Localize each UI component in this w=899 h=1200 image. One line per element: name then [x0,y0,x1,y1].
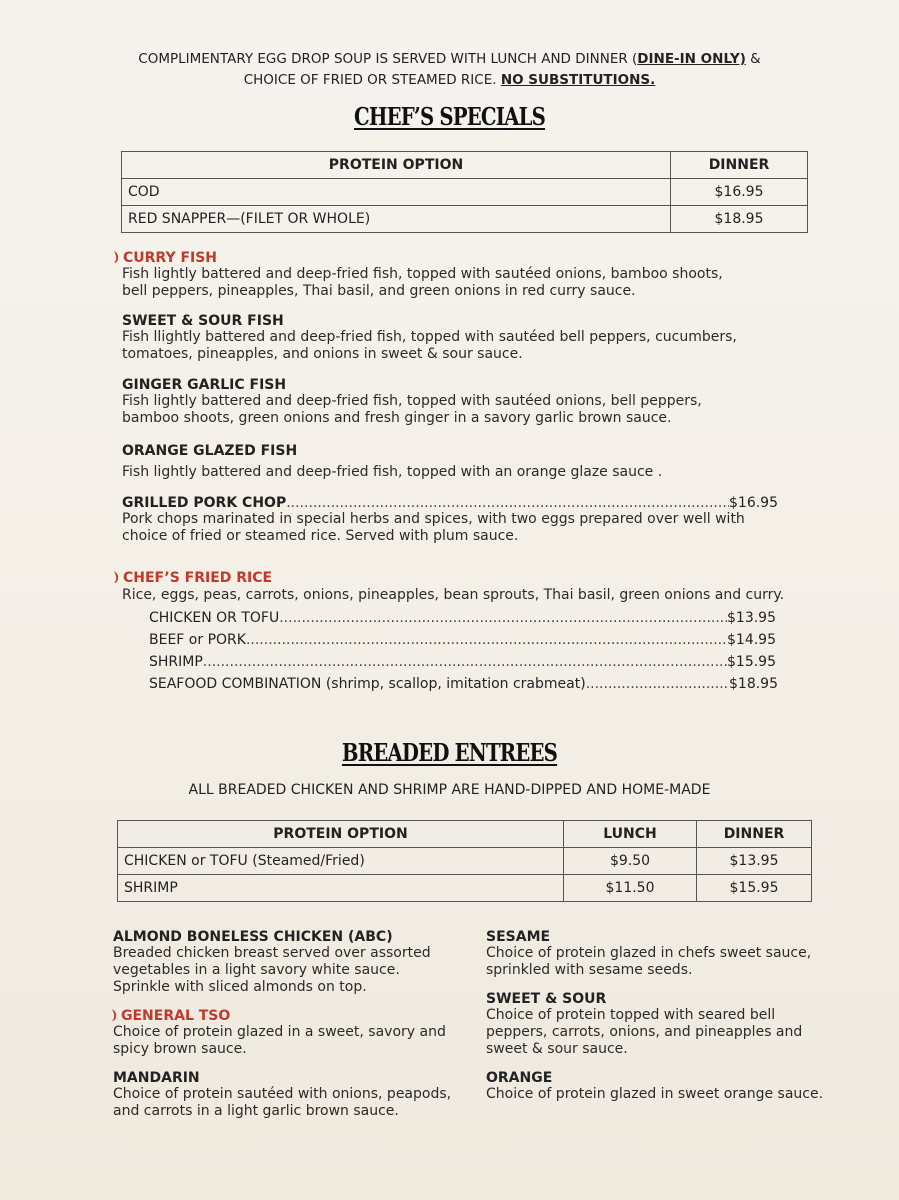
table-row [122,179,808,206]
item-title: ALMOND BONELESS CHICKEN (ABC) [113,929,393,945]
list-item: SHRIMP ..... $15.95 [149,654,776,676]
item-title: ORANGE [486,1070,553,1086]
item-description: Breaded chicken breast served over assorted vegetables in a light savory white sauce. Sprinkle with sliced almonds on top. [113,945,431,995]
menu-item-general-tso [111,1008,473,1058]
menu-item-almond-boneless-chicken [113,929,473,996]
item-description: Choice of protein topped with seared bell peppers, carrots, onions, and pineapples and sweet & sour sauce. [486,1007,803,1057]
table-header-row [118,821,812,848]
item-description: Rice, eggs, peas, carrots, onions, pineapples, bean sprouts, Thai basil, green onions and curry. [122,587,785,603]
item-title: SESAME [486,929,551,945]
item-title: GINGER GARLIC FISH [122,377,287,393]
table-row [118,875,812,902]
header-dinner: DINNER [671,152,808,179]
menu-item-grilled-pork-chop [122,495,778,545]
notice-line1-text: COMPLIMENTARY EGG DROP SOUP IS SERVED WITH LUNCH AND DINNER ( [138,51,638,67]
item-description: Fish lightly battered and deep-fried fish, topped with an orange glaze sauce . [122,464,663,480]
header-protein-option: PROTEIN OPTION [122,152,671,179]
chili-pepper-icon [113,570,120,584]
header-lunch: LUNCH [564,821,697,848]
dot-leader [286,495,729,511]
dinner-price-cell: $15.95 [697,875,812,902]
protein-cell: SHRIMP [118,875,564,902]
protein-cell: RED SNAPPER—(FILET OR WHOLE) [122,206,671,233]
item-price: $16.95 [729,495,778,511]
header-dinner: DINNER [697,821,812,848]
dinner-price-cell: $18.95 [671,206,808,233]
breaded-protein-table [117,820,812,902]
list-item: SEAFOOD COMBINATION (shrimp, scallop, imitation crabmeat) ..... $18.95 [149,676,778,698]
breaded-entrees-title: BREADED ENTREES [341,738,558,767]
chili-pepper-icon [111,1008,118,1022]
item-description: Choice of protein glazed in a sweet, savory and spicy brown sauce. [113,1024,446,1057]
dinner-price-cell: $16.95 [671,179,808,206]
lunch-price-cell: $11.50 [564,875,697,902]
menu-item-sweet-sour [486,991,846,1058]
menu-item-orange [486,1070,846,1103]
item-description: Choice of protein sautéed with onions, peapods, and carrots in a light garlic brown sauce. [113,1086,452,1119]
chefs-protein-table [121,151,808,233]
table-row [122,206,808,233]
menu-item-orange-glazed-fish [122,443,822,481]
item-description: Fish lightly battered and deep-fried fish, topped with sautéed onions, bamboo shoots, bell peppers, pineapples, Thai basil, and green onions in red curry sauce. [122,266,723,299]
fried-rice-options [149,610,776,698]
item-title: SWEET & SOUR [486,991,607,1007]
item-description: Fish lightly battered and deep-fried fish, topped with sautéed onions, bell peppers, bamboo shoots, green onions and fresh ginger in a savory garlic brown sauce. [122,393,702,426]
dinner-price-cell: $13.95 [697,848,812,875]
item-title: CHEF’S FRIED RICE [113,570,813,586]
menu-item-chefs-fried-rice [113,570,813,604]
breaded-subtitle: ALL BREADED CHICKEN AND SHRIMP ARE HAND-DIPPED AND HOME-MADE [188,782,711,798]
notice-no-substitutions: NO SUBSTITUTIONS. [500,72,656,88]
notice-dine-in-only: DINE-IN ONLY) [637,51,746,67]
protein-cell: CHICKEN or TOFU (Steamed/Fried) [118,848,564,875]
menu-item-mandarin [113,1070,473,1120]
chili-pepper-icon [113,250,120,264]
protein-cell: COD [122,179,671,206]
item-title: GRILLED PORK CHOP [122,495,287,511]
menu-item-sesame [486,929,846,979]
notice-line1-end: & [745,51,761,67]
item-description: Pork chops marinated in special herbs and spices, with two eggs prepared over well with choice of fried or steamed rice. Served with plum sauce. [122,511,745,544]
item-title: MANDARIN [113,1070,200,1086]
lunch-price-cell: $9.50 [564,848,697,875]
item-title: CURRY FISH [113,250,813,266]
item-description: Choice of protein glazed in chefs sweet sauce, sprinkled with sesame seeds. [486,945,812,978]
item-description: Fish llightly battered and deep-fried fish, topped with sautéed bell peppers, cucumbers, tomatoes, pineapples, and onions in sweet & sour sauce. [122,329,737,362]
table-row [118,848,812,875]
menu-item-sweet-sour-fish [122,313,822,363]
item-description: Choice of protein glazed in sweet orange sauce. [486,1086,824,1102]
list-item: BEEF or PORK ..... $14.95 [149,632,776,654]
chefs-specials-title: CHEF’S SPECIALS [353,102,546,131]
item-title: ORANGE GLAZED FISH [122,443,298,459]
list-item: CHICKEN OR TOFU ..... $13.95 [149,610,776,632]
item-title: GENERAL TSO [111,1008,473,1024]
menu-item-curry-fish [113,250,813,300]
dine-in-notice [0,49,899,91]
table-header-row [122,152,808,179]
menu-item-ginger-garlic-fish [122,377,822,427]
item-price-row [122,495,778,511]
item-title: SWEET & SOUR FISH [122,313,284,329]
notice-line2-text: CHOICE OF FRIED OR STEAMED RICE. [243,72,501,88]
header-protein-option: PROTEIN OPTION [118,821,564,848]
